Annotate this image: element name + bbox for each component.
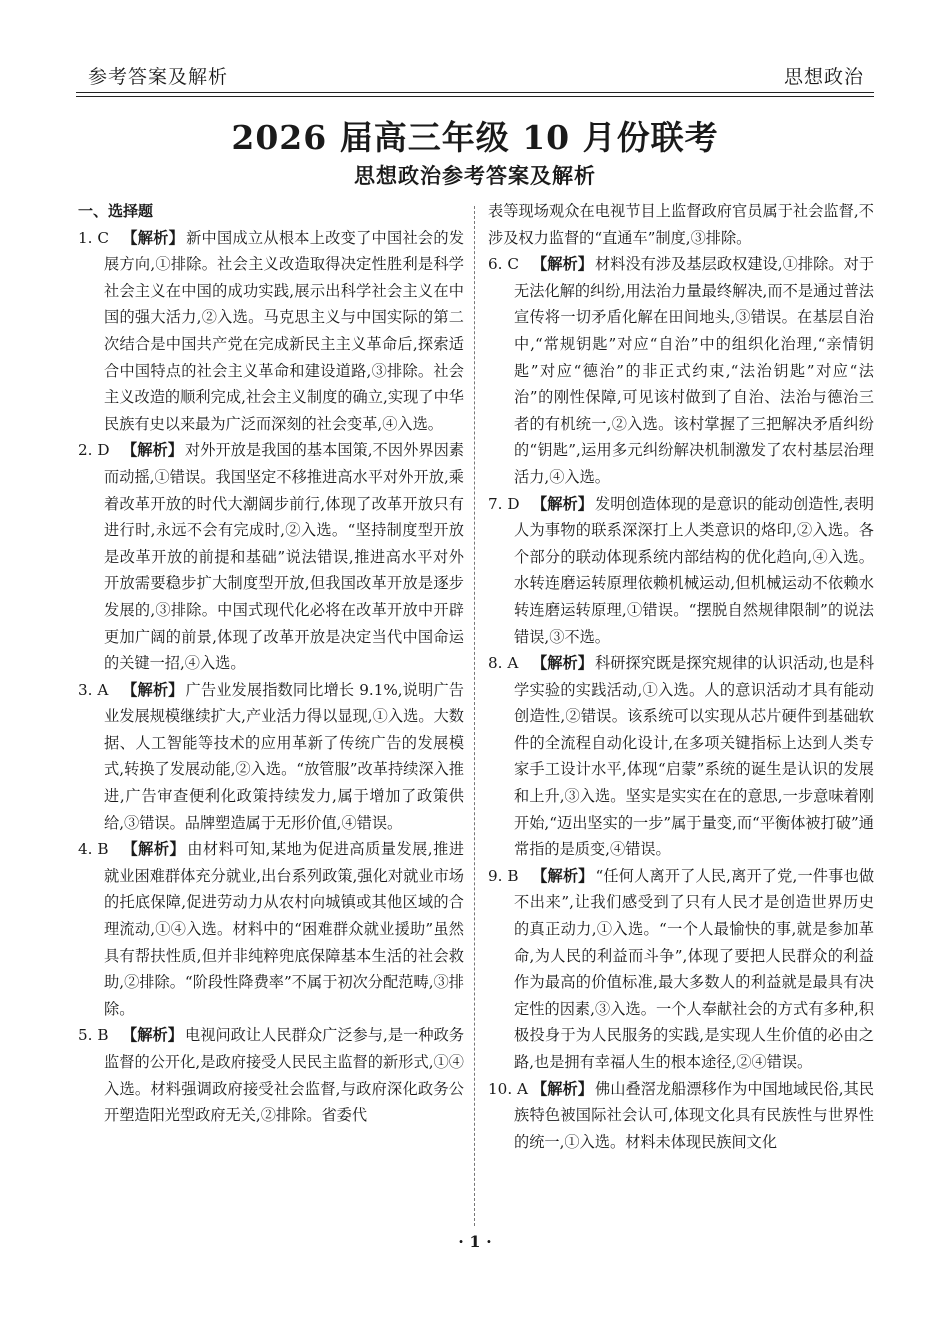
question-item <box>78 437 464 676</box>
analysis-text: 由材料可知,某地为促进高质量发展,推进就业困难群体充分就业,出台系列政策,强化对就业市场的托底保障,促进劳动力从农村向城镇或其他区域的合理流动,①④入选。材料中的“困难群众就业援助”虽然具有帮扶性质,但并非纯粹兜底保障基本生活的社会救助,②排除。“阶段性降费率”不属于初次分配范畴,③排除。 <box>104 840 465 1018</box>
question-answer: 8. A <box>488 654 519 673</box>
analysis-tag: 【解析】 <box>122 1026 183 1045</box>
question-item <box>488 251 874 490</box>
question-item <box>78 836 464 1022</box>
question-answer: 4. B <box>78 840 109 859</box>
question-answer: 10. A <box>488 1079 528 1098</box>
question-item <box>488 491 874 651</box>
analysis-tag: 【解析】 <box>122 441 183 460</box>
header-rule <box>76 92 874 93</box>
analysis-tag: 【解析】 <box>122 680 184 699</box>
question-answer: 5. B <box>78 1026 109 1045</box>
question-answer: 9. B <box>488 866 519 885</box>
page-subtitle: 思想政治参考答案及解析 <box>354 163 596 188</box>
right-question-list <box>488 251 874 1155</box>
analysis-tag: 【解析】 <box>532 255 593 274</box>
header-left-label: 参考答案及解析 <box>88 66 229 88</box>
question-item <box>488 863 874 1076</box>
analysis-tag: 【解析】 <box>122 840 186 859</box>
analysis-tag: 【解析】 <box>532 1079 593 1098</box>
analysis-text: 广告业发展指数同比增长 9.1%,说明广告业发展规模继续扩大,产业活力得以显现,①入选。大数据、人工智能等技术的应用革新了传统广告的发展模式,转换了发展动能,②入选。“放管服”改革持续深入推进,广告审查便利化政策持续发力,属于增加了政策供给,③错误。品牌塑造属于无形价值,④错误。 <box>104 680 464 832</box>
header-rule-thin <box>76 96 874 97</box>
header-subject-label: 思想政治 <box>783 66 864 88</box>
analysis-tag: 【解析】 <box>532 654 593 673</box>
analysis-text: 科研探究既是探究规律的认识活动,也是科学实验的实践活动,①入选。人的意识活动才具有能动创造性,②错误。该系统可以实现从芯片硬件到基础软件的全流程自动化设计,在多项关键指标上达到人类专家手工设计水平,体现“启蒙”系统的诞生是认识的发展和上升,③入选。坚实是实实在在的意思,一步意味着刚开始,“迈出坚实的一步”属于量变,而“平衡体被打破”通常指的是质变,④错误。 <box>514 654 875 859</box>
continued-text: 表等现场观众在电视节目上监督政府官员属于社会监督,不涉及权力监督的“直通车”制度,③排除。 <box>488 202 874 247</box>
page-number: · 1 · <box>458 1232 492 1251</box>
analysis-text: 对外开放是我国的基本国策,不因外界因素而动摇,①错误。我国坚定不移推进高水平对外开放,乘着改革开放的时代大潮阔步前行,体现了改革开放只有进行时,永远不会有完成时,②入选。“坚持制度型开放是改革开放的前提和基础”说法错误,推进高水平对外开放需要稳步扩大制度型开放,但我国改革开放是逐步发展的,③排除。中国式现代化必将在改革开放中开辟更加广阔的前景,体现了改革开放是决定当代中国命运的关键一招,④入选。 <box>104 441 465 673</box>
analysis-text: 材料没有涉及基层政权建设,①排除。对于无法化解的纠纷,用法治力量最终解决,而不是通过普法宣传将一切矛盾化解在田间地头,③错误。在基层自治中,“常规钥匙”对应“自治”中的组织化治理,“亲情钥匙”对应“德治”的非正式约束,“法治钥匙”对应“法治”的刚性保障,可见该村做到了自治、法治与德治三者的有机统一,②入选。该村掌握了三把解决矛盾纠纷的“钥匙”,运用多元纠纷解决机制激发了农村基层治理活力,④入选。 <box>514 255 875 486</box>
analysis-text: 电视问政让人民群众广泛参与,是一种政务监督的公开化,是政府接受人民民主监督的新形式,①④入选。材料强调政府接受社会监督,与政府深化政务公开塑造阳光型政府无关,②排除。省委代 <box>104 1026 465 1125</box>
analysis-tag: 【解析】 <box>122 228 185 247</box>
column-divider <box>474 206 475 1226</box>
question-answer: 1. C <box>78 228 109 247</box>
analysis-text: 新中国成立从根本上改变了中国社会的发展方向,①排除。社会主义改造取得决定性胜利是科学社会主义在中国的成功实践,展示出科学社会主义在中国的强大活力,②入选。马克思主义与中国实际的第二次结合是中国共产党在完成新民主主义革命后,探索适合中国特点的社会主义革命和建设道路,③排除。社会主义改造的顺利完成,社会主义制度的确立,实现了中华民族有史以来最为广泛而深刻的社会变革,④入选。 <box>104 228 465 433</box>
question-item <box>78 1022 464 1128</box>
question-answer: 3. A <box>78 680 109 699</box>
question-item <box>488 1076 874 1156</box>
question-answer: 6. C <box>488 255 519 274</box>
question-item <box>78 225 464 438</box>
question-answer: 2. D <box>78 441 110 460</box>
analysis-tag: 【解析】 <box>532 866 594 885</box>
analysis-text: 佛山叠滘龙船漂移作为中国地域民俗,其民族特色被国际社会认可,体现文化具有民族性与世界性的统一,①入选。材料未体现民族间文化 <box>514 1079 875 1151</box>
left-column <box>78 198 464 1129</box>
page-title: 2026 届高三年级 10 月份联考 <box>231 118 719 157</box>
analysis-text: 发明创造体现的是意识的能动创造性,表明人为事物的联系深深打上人类意识的烙印,②入选。各个部分的联动体现系统内部结构的优化趋向,④入选。水转连磨运转原理依赖机械运动,但机械运动不依赖水转连磨运转原理,①错误。“摆脱自然规律限制”的说法错误,③不选。 <box>514 494 875 646</box>
section-heading: 一、选择题 <box>78 202 154 220</box>
question-item <box>488 650 874 863</box>
left-question-list <box>78 225 464 1129</box>
question-answer: 7. D <box>488 494 520 513</box>
question-item <box>78 677 464 837</box>
analysis-tag: 【解析】 <box>532 494 593 513</box>
right-column <box>488 198 874 1155</box>
analysis-text: “任何人离开了人民,离开了党,一件事也做不出来”,让我们感受到了只有人民才是创造世界历史的真正动力,①入选。“一个人最愉快的事,就是参加革命,为人民的利益而斗争”,体现了要把人民群众的利益作为最高的价值标准,最大多数人的利益就是最具有决定性的因素,③入选。一个人奉献社会的方式有多种,积极投身于为人民服务的实践,是实现人生价值的必由之路,也是拥有幸福人生的根本途径,②④错误。 <box>514 866 875 1071</box>
